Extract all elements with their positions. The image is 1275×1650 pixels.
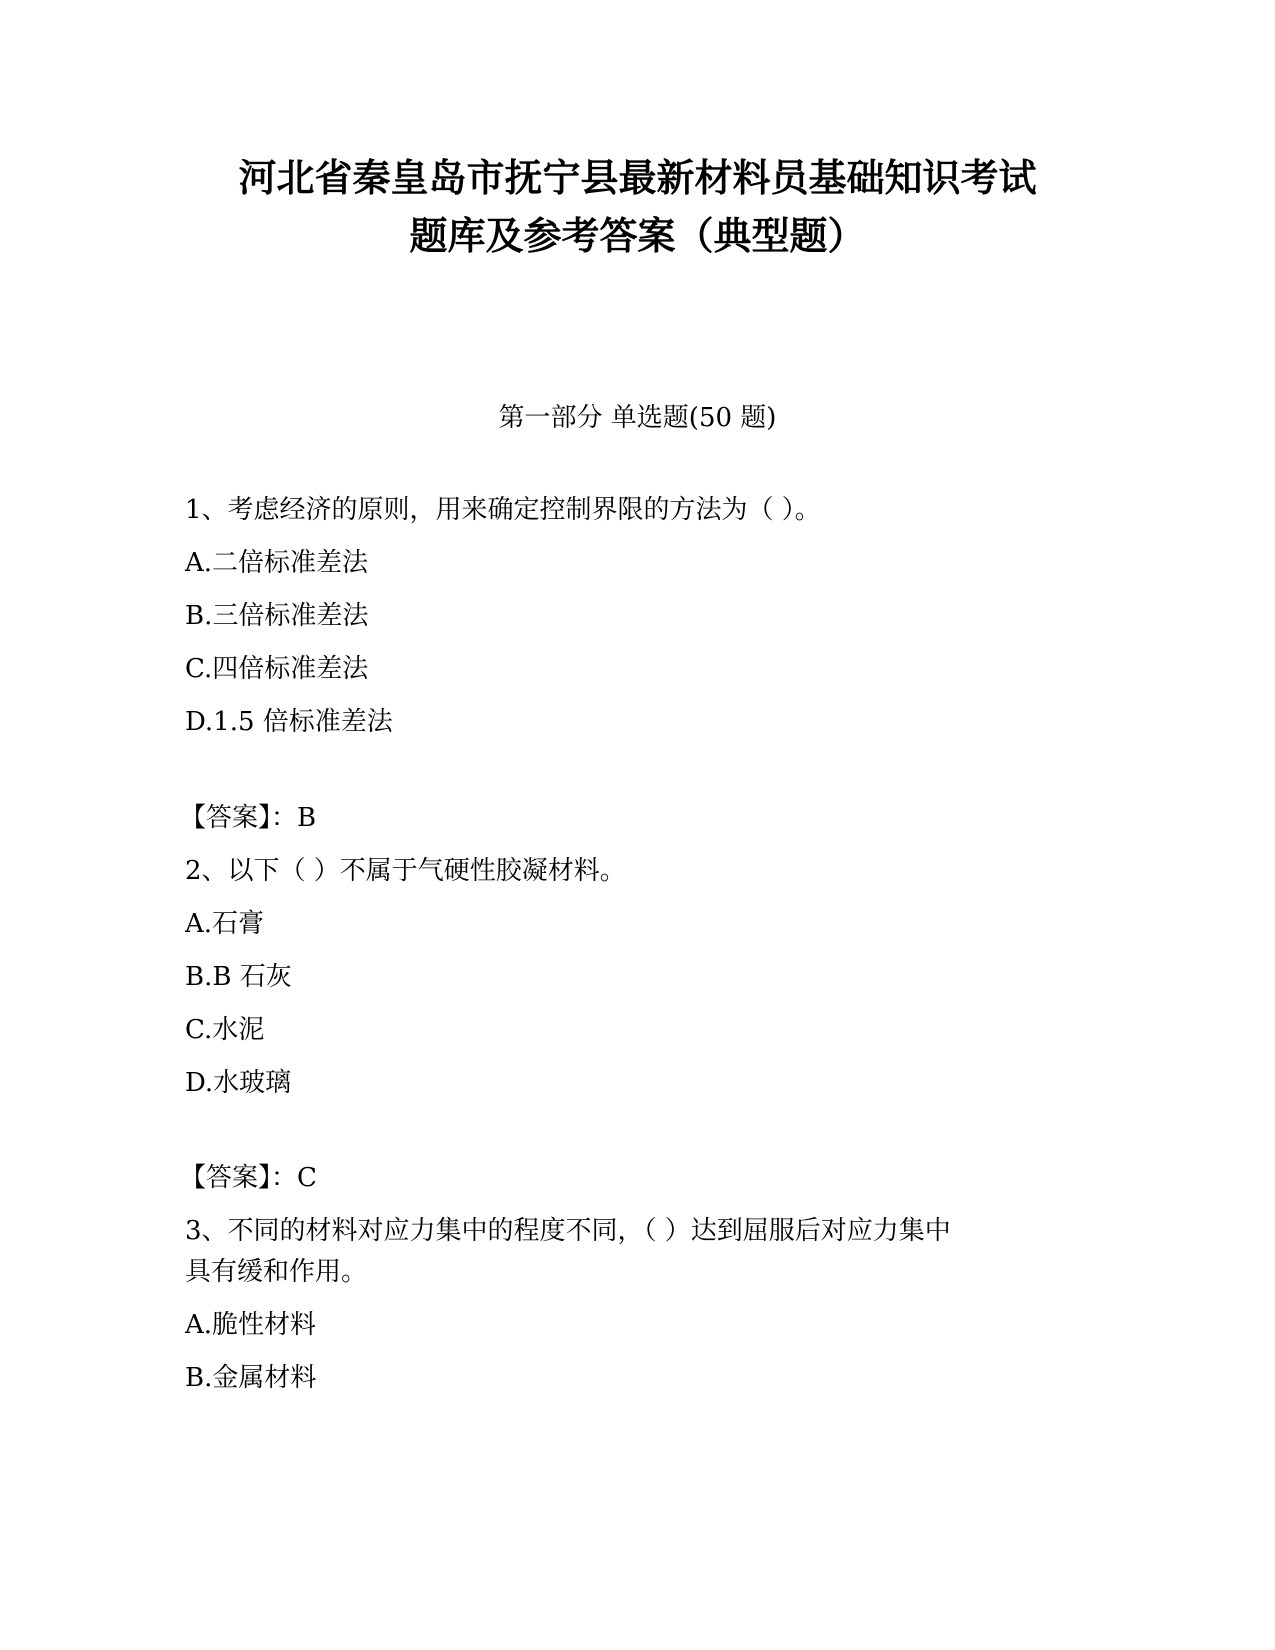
question-3-option-a: A.脆性材料: [185, 1310, 317, 1340]
question-1-option-d: D.1.5 倍标准差法: [185, 707, 393, 737]
question-2-option-c: C.水泥: [185, 1015, 265, 1045]
question-2-stem: 2、以下（ ）不属于气硬性胶凝材料。: [185, 856, 626, 886]
section-heading: 第一部分 单选题(50 题): [498, 403, 777, 433]
question-1-option-c: C.四倍标准差法: [185, 654, 369, 684]
question-3-stem-line-2: 具有缓和作用。: [185, 1257, 368, 1287]
question-3-option-b: B.金属材料: [185, 1363, 317, 1393]
question-1-answer: 【答案】：B: [180, 803, 317, 833]
question-2-option-b: B.B 石灰: [185, 962, 292, 992]
document-title-line-1: 河北省秦皇岛市抚宁县最新材料员基础知识考试: [238, 155, 1037, 200]
question-2-answer: 【答案】：C: [180, 1163, 317, 1193]
question-2-option-d: D.水玻璃: [185, 1068, 292, 1098]
question-1-option-b: B.三倍标准差法: [185, 601, 369, 631]
question-1-stem: 1、考虑经济的原则，用来确定控制界限的方法为（ ）。: [185, 495, 821, 525]
document-title-line-2: 题库及参考答案（典型题）: [409, 213, 866, 258]
question-2-option-a: A.石膏: [185, 909, 265, 939]
question-3-stem-line-1: 3、不同的材料对应力集中的程度不同，（ ）达到屈服后对应力集中: [185, 1216, 951, 1246]
question-1-option-a: A.二倍标准差法: [185, 548, 369, 578]
